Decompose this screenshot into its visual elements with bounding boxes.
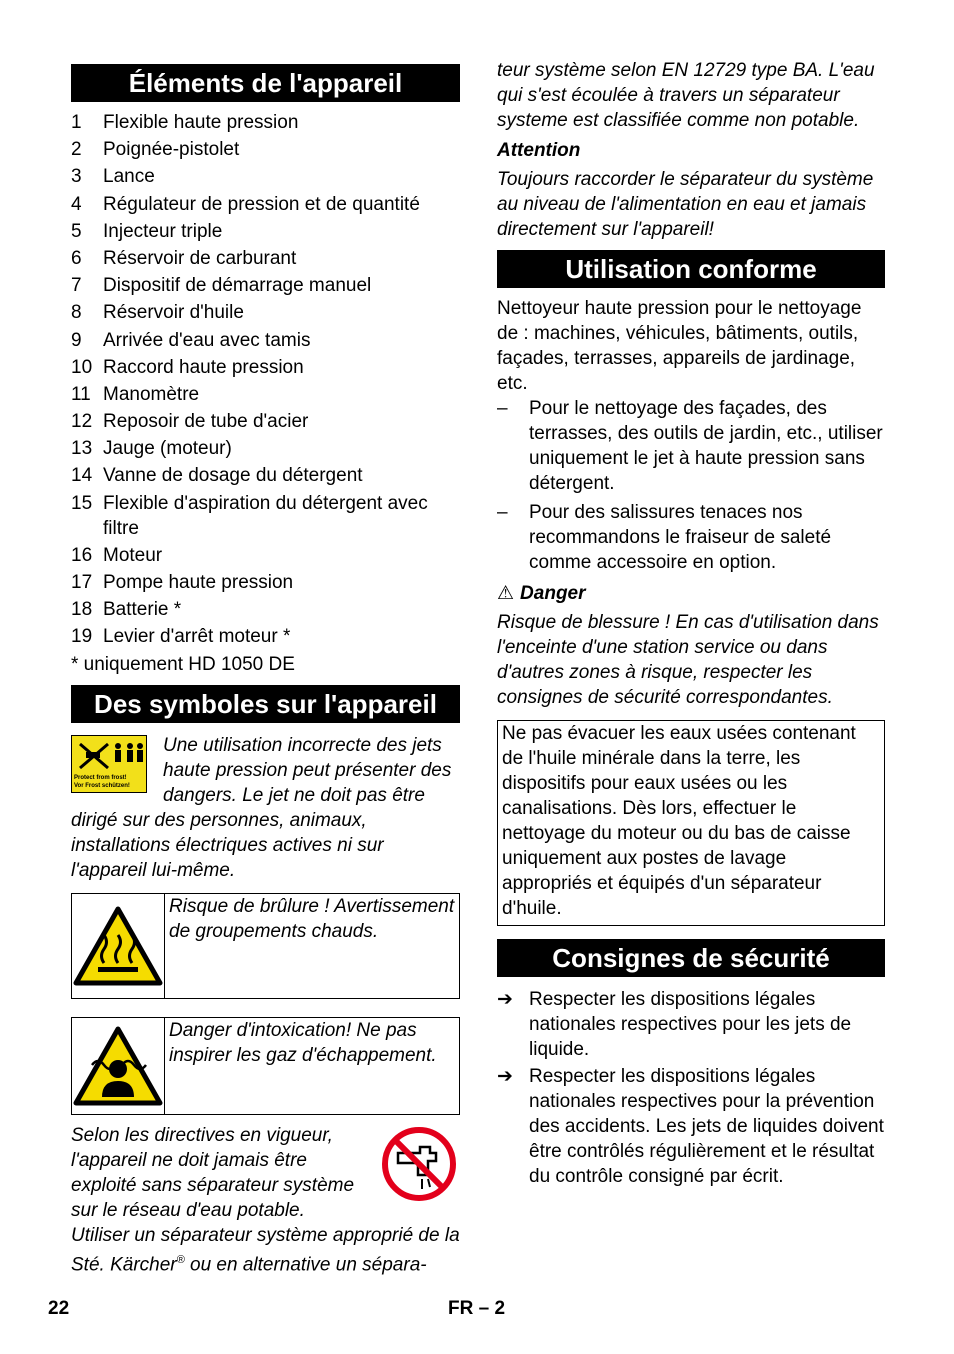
element-label: Flexible d'aspiration du détergent avec filtre — [103, 492, 428, 539]
element-list-item — [71, 328, 460, 353]
danger-label — [497, 581, 885, 606]
element-list-item — [71, 624, 460, 649]
element-list-item — [71, 597, 460, 622]
dash-bullet: – — [497, 398, 508, 419]
usage-list-item — [497, 500, 885, 575]
element-number: 11 — [71, 383, 91, 405]
footer-lang: FR — [448, 1298, 474, 1319]
element-list-item — [71, 300, 460, 325]
element-list-item — [71, 110, 460, 135]
usage-text: Nettoyeur haute pression pour le nettoyage de : machines, véhicules, bâtiments, outils, façades, terrasses, appareils de jardinage, etc. — [497, 298, 862, 394]
element-list-item — [71, 164, 460, 189]
burn-pictogram — [72, 894, 165, 998]
sticker-pictogram-icon — [72, 738, 146, 774]
no-drinking-water-connection-icon — [378, 1123, 460, 1205]
element-list-item — [71, 246, 460, 271]
symbol-intro-text: Une utilisation incorrecte des jets haute pression peut présenter des dangers. Le jet ne doit pas être dirigé sur des personnes, animaux, installations électriques actives ni sur l'appareil lui-même. — [71, 734, 452, 881]
element-label: Dispositif de démarrage manuel — [103, 275, 372, 297]
usage-list — [497, 396, 885, 575]
element-label: Batterie * — [103, 599, 182, 621]
element-number: 16 — [71, 544, 93, 566]
safety-item-text: Respecter les dispositions légales nationales respectives pour les jets de liquide. — [529, 989, 852, 1060]
attention-label: Attention — [497, 140, 581, 161]
element-label: Lance — [103, 166, 155, 188]
danger-label-text: Danger — [520, 583, 586, 604]
element-list-item — [71, 219, 460, 244]
right-column — [497, 58, 885, 1189]
element-number: 9 — [71, 329, 82, 351]
usage-item-text: Pour des salissures tenaces nos recommandons le fraiseur de saleté comme accessoire en option. — [529, 502, 832, 573]
element-label: Flexible haute pression — [103, 112, 299, 133]
footer-subpage: 2 — [494, 1298, 506, 1319]
usage-item-text: Pour le nettoyage des façades, des terrasses, des outils de jardin, etc., utiliser uniquement le jet à haute pression sans détergent. — [529, 398, 883, 494]
oil-notice-box — [497, 720, 885, 926]
no-drinking-water-icon-wrap — [378, 1123, 460, 1205]
element-list-item — [71, 382, 460, 407]
element-number: 4 — [71, 193, 82, 215]
directive-text-part-a: Selon les directives en vigueur, l'appareil ne doit jamais être exploité sans séparateur système sur le réseau d'eau potable. Utiliser un séparateur système approprié de la Sté. Kärcher — [71, 1124, 460, 1275]
oil-notice-text: Ne pas évacuer les eaux usées contenant de l'huile minérale dans la terre, les dispositifs pour eaux usées ou les canalisations. Dès lors, effectuer le nettoyage du moteur ou du bas de caisse uniquement aux postes de lavage appropriés et équipés d'un séparateur d'huile. — [502, 723, 856, 919]
warning-triangle-icon: ⚠ — [497, 583, 515, 604]
attention-text: Toujours raccorder le séparateur du système au niveau de l'alimentation en eau et jamais directement sur l'appareil! — [497, 169, 874, 240]
element-label: Arrivée d'eau avec tamis — [103, 329, 311, 351]
safety-heading: Consignes de sécurité — [497, 939, 885, 977]
gas-warning-row — [71, 1017, 460, 1115]
element-label: Raccord haute pression — [103, 356, 304, 378]
element-list-item — [71, 543, 460, 568]
arrow-bullet-icon: ➔ — [497, 989, 513, 1010]
gas-warning-text: Danger d'intoxication! Ne pas inspirer les gaz d'échappement. — [169, 1019, 437, 1066]
directive-block — [71, 1123, 460, 1277]
element-label: Manomètre — [103, 383, 200, 405]
element-list-item — [71, 409, 460, 434]
dash-bullet: – — [497, 502, 508, 523]
elements-heading: Éléments de l'appareil — [71, 64, 460, 102]
element-label: Réservoir de carburant — [103, 247, 297, 269]
element-list-item — [71, 355, 460, 380]
footnote: * uniquement HD 1050 DE — [71, 653, 295, 675]
continued-text: teur système selon EN 12729 type BA. L'eau qui s'est écoulée à travers un séparateur systeme est classifiée comme non potable. — [497, 60, 875, 131]
arrow-bullet-icon: ➔ — [497, 1066, 513, 1087]
footer-language-page — [448, 1298, 505, 1320]
registered-mark: ® — [176, 1253, 185, 1266]
element-label: Régulateur de pression et de quantité — [103, 193, 420, 215]
safety-item-text: Respecter les dispositions légales nationales respectives pour la prévention des accidents. Les jets de liquides doivent être contrôlés régulièrement et le résultat du contrôle consigné par écrit. — [529, 1066, 884, 1187]
usage-heading: Utilisation conforme — [497, 250, 885, 288]
element-label: Moteur — [103, 544, 163, 566]
element-number: 3 — [71, 166, 82, 188]
burn-warning-row — [71, 893, 460, 999]
elements-list — [71, 110, 460, 649]
element-label: Vanne de dosage du détergent — [103, 465, 363, 487]
element-number: 10 — [71, 356, 93, 378]
left-column — [71, 64, 460, 1277]
safety-list-item — [497, 1064, 885, 1189]
symbols-heading: Des symboles sur l'appareil — [71, 685, 460, 723]
element-label: Levier d'arrêt moteur * — [103, 626, 291, 648]
toxic-gas-warning-icon — [72, 1025, 164, 1107]
sticker-text-en: Protect from frost! — [74, 774, 127, 781]
element-number: 13 — [71, 438, 93, 460]
footer-dash: – — [478, 1298, 490, 1319]
frost-sticker — [71, 735, 147, 793]
safety-list — [497, 987, 885, 1189]
element-list-item — [71, 137, 460, 162]
gas-pictogram — [72, 1018, 165, 1114]
burn-warning-text: Risque de brûlure ! Avertissement de groupements chauds. — [169, 895, 455, 942]
element-list-item — [71, 491, 460, 541]
element-number: 15 — [71, 492, 93, 514]
element-label: Poignée-pistolet — [103, 139, 240, 161]
element-number: 8 — [71, 302, 82, 324]
danger-text: Risque de blessure ! En cas d'utilisation dans l'enceinte d'une station service ou dans d'autres zones à risque, respecter les consignes de sécurité correspondantes. — [497, 612, 879, 708]
element-list-item — [71, 463, 460, 488]
element-label: Reposoir de tube d'acier — [103, 411, 309, 433]
element-label: Pompe haute pression — [103, 572, 294, 593]
element-number: 14 — [71, 465, 93, 487]
element-number: 7 — [71, 275, 82, 297]
element-number: 12 — [71, 411, 93, 433]
usage-list-item — [497, 396, 885, 496]
sticker-text-de: Vor Frost schützen! — [74, 782, 130, 789]
element-label: Injecteur triple — [103, 220, 223, 242]
element-label: Jauge (moteur) — [103, 438, 232, 460]
directive-text-part-b: ou en alternative un sépara- — [184, 1253, 427, 1275]
element-label: Réservoir d'huile — [103, 302, 244, 324]
element-number: 1 — [71, 112, 82, 133]
element-number: 19 — [71, 626, 93, 648]
element-number: 5 — [71, 220, 82, 242]
page-number: 22 — [48, 1298, 70, 1319]
element-number: 17 — [71, 572, 93, 593]
element-number: 6 — [71, 247, 82, 269]
symbol-intro-block — [71, 733, 460, 883]
element-number: 2 — [71, 139, 82, 161]
element-list-item — [71, 273, 460, 298]
element-list-item — [71, 570, 460, 595]
hot-surface-warning-icon — [72, 905, 164, 987]
element-number: 18 — [71, 599, 93, 621]
element-list-item — [71, 436, 460, 461]
element-list-item — [71, 192, 460, 217]
safety-list-item — [497, 987, 885, 1062]
